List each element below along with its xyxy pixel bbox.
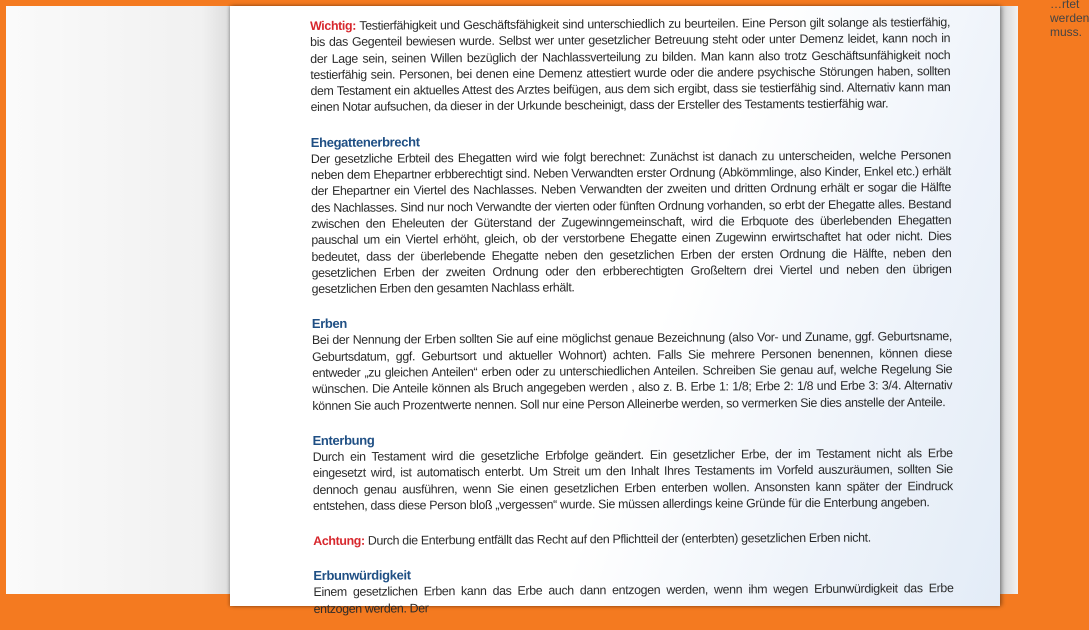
section-text: Einem gesetzlichen Erben kann das Erbe auch dann entzogen werden, wenn ihm wegen Erbunwürdigkeit das Erbe entzogen werden. Der	[313, 581, 954, 616]
image-frame	[6, 0, 1089, 616]
section-heading: Erbunwürdigkeit	[313, 567, 411, 584]
section-text: Durch ein Testament wird die gesetzliche Erbfolge geändert. Ein gesetzlicher Erbe, der im Testament nicht als Erbe eingesetzt wird, ist automatisch enterbt. Um Streit um den Inhalt Ihres Testaments im Vorfeld auszuräumen, sollten Sie dennoch genau ausführen, wenn Sie einen gesetzlichen Erben enterben wollen. Ansonsten kann später der Eindruck entstehen, dass diese Person bloß „vergessen“ wurde. Sie müssen allerdings keine Gründe für die Enterbung angeben.	[312, 446, 953, 513]
cut-off-text-top: …rtet werden muss.	[1050, 0, 1089, 39]
background-left	[6, 6, 236, 594]
page-edge-shadow	[1000, 6, 1018, 594]
section-erbunwuerdigkeit	[313, 565, 953, 618]
section-heading: Erben	[311, 316, 348, 332]
important-note	[310, 14, 951, 116]
section-heading: Ehegattenerbrecht	[310, 134, 420, 150]
section-ehegattenerbrecht	[311, 131, 952, 298]
document-page	[230, 0, 1089, 616]
document-content	[310, 14, 954, 630]
important-text: Testierfähigkeit und Geschäftsfähigkeit sind unterschiedlich zu beurteilen. Eine Person gilt solange als testierfähig, bis das Gegenteil bewiesen wurde. Selbst wer unter gesetzlicher Betreuung steht oder unter Demenz leidet, kann noch in der Lage sein, seinen Willen bezüglich der Nachlassverteilung zu bilden. Man kann also trotz Geschäftsunfähigkeit noch testierfähig sein. Personen, bei denen eine Demenz attestiert wurde oder die andere psychische Störungen haben, sollten dem Testament ein aktuelles Attest des Arztes beifügen, aus dem sich ergibt, dass sie testierfähig sind. Alternativ kann man einen Notar aufsuchen, da dieser in der Urkunde bescheinigt, dass der Ersteller des Testaments testierfähig war.	[310, 15, 951, 115]
attention-note	[313, 529, 953, 549]
important-label: Wichtig:	[310, 18, 357, 33]
section-erben	[312, 313, 953, 414]
section-text: Der gesetzliche Erbteil des Ehegatten wird wie folgt berechnet: Zunächst ist danach zu unterscheiden, welche Personen neben dem Ehepartner erbberechtigt sind. Neben Verwandten erster Ordnung (Abkömmlinge, also Kinder, Enkel etc.) erhält der Ehepartner ein Viertel des Nachlasses. Neben Verwandten der zweiten und dritten Ordnung erhält er sogar die Hälfte des Nachlasses. Sind nur noch Verwandte der vierten oder fünften Ordnung vorhanden, so erbt der Ehegatte alles. Bestand zwischen den Eheleuten der Güterstand der Zugewinngemeinschaft, wird die Erbquote des überlebenden Ehegatten pauschal um ein Viertel erhöht, gleich, ob der verstorbene Ehegatte einen Zugewinn erwirtschaftet hat oder nicht. Dies bedeutet, dass der überlebende Ehegatte neben den gesetzlichen Erben der ersten Ordnung die Hälfte, neben den gesetzlichen Erben der zweiten Ordnung oder den erbberechtigten Großeltern drei Viertel und neben den übrigen gesetzlichen Erben den gesamten Nachlass erhält.	[310, 147, 952, 297]
section-text: Bei der Nennung der Erben sollten Sie auf eine möglichst genaue Bezeichnung (also Vor- und Zuname, ggf. Geburtsname, Geburtsdatum, ggf. Geburtsort und aktueller Wohnort) achten. Falls Sie mehrere Personen benennen, können diese entweder „zu gleichen Anteilen“ erben oder zu unterschiedlichen Anteilen. Schreiben Sie genau auf, welche Regelung Sie wünschen. Die Anteile können als Bruch angegeben werden , also z. B. Erbe 1: 1/8; Erbe 2: 1/8 und Erbe 3: 3/4. Alternativ können Sie auch Prozentwerte nennen. Soll nur eine Person Alleinerbe werden, so vermerken Sie dies anstelle der Anteile.	[311, 329, 953, 413]
section-heading: Enterbung	[312, 432, 375, 448]
attention-text: Durch die Enterbung entfällt das Recht auf den Pflichtteil der (enterbten) gesetzlichen Erben nicht.	[367, 530, 871, 548]
attention-label: Achtung:	[313, 533, 365, 549]
section-enterbung	[313, 429, 953, 514]
